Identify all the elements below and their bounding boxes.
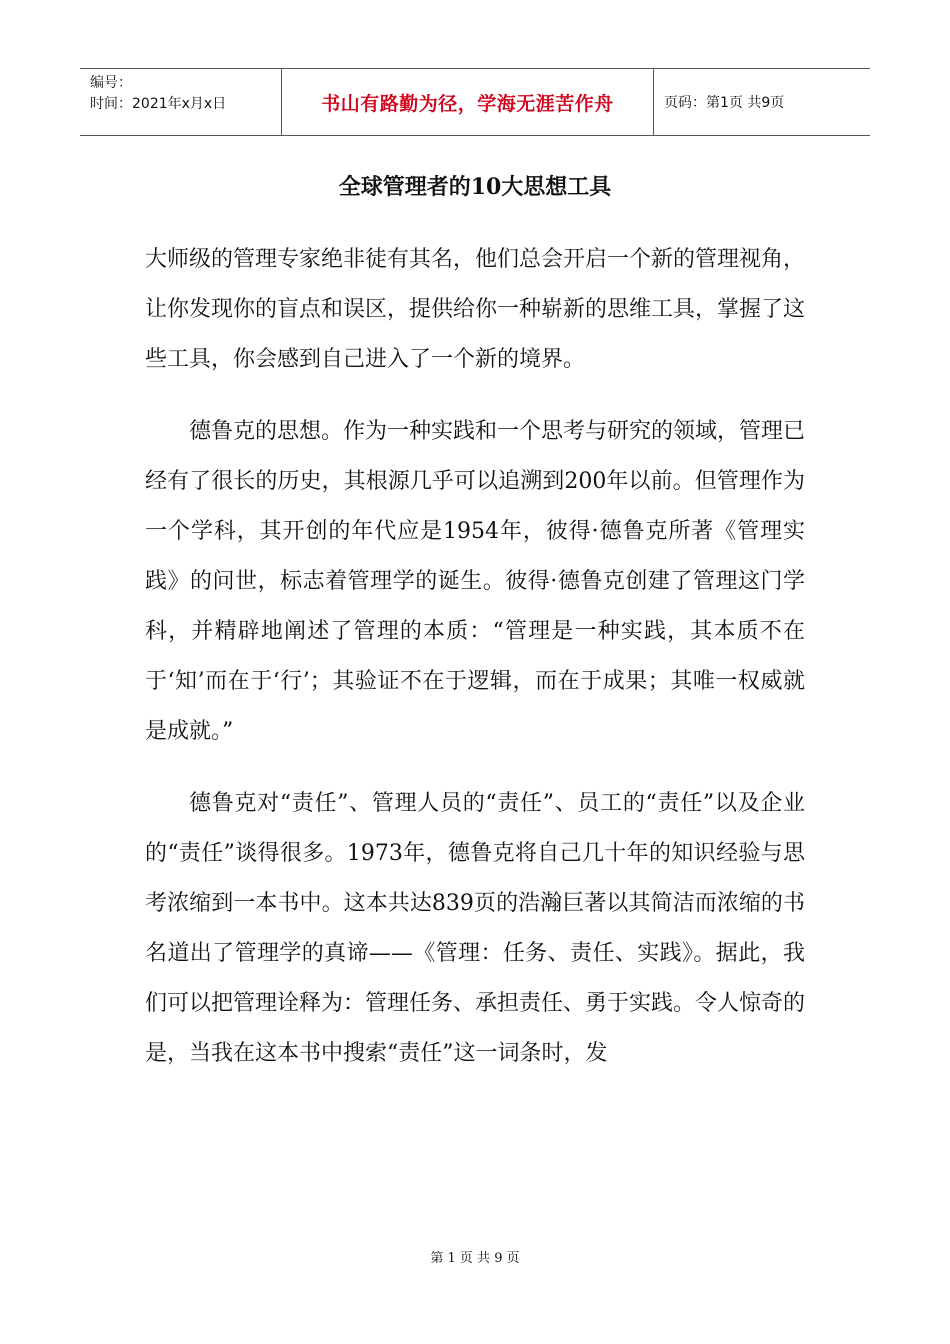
number-label: 编号： xyxy=(90,75,132,91)
document-body xyxy=(145,235,805,1101)
paragraph-drucker-responsibility: 德鲁克对“责任”、管理人员的“责任”、员工的“责任”以及企业的“责任”谈得很多。1973年，德鲁克将自己几十年的知识经验与思考浓缩到一本书中。这本共达839页的浩瀚巨著以其简洁而浓缩的书名道出了管理学的真谛——《管理：任务、责任、实践》。据此，我们可以把管理诠释为：管理任务、承担责任、勇于实践。令人惊奇的是，当我在这本书中搜索“责任”这一词条时，发 xyxy=(145,791,806,1066)
header-table xyxy=(80,68,870,136)
document-title: 全球管理者的10大思想工具 xyxy=(338,174,612,200)
header-motto: 书山有路勤为径，学海无涯苦作舟 xyxy=(282,69,654,135)
page-footer: 第 1 页 共 9 页 xyxy=(430,1251,520,1266)
paragraph-intro: 大师级的管理专家绝非徒有其名，他们总会开启一个新的管理视角，让你发现你的盲点和误区，提供给你一种崭新的思维工具，掌握了这些工具，你会感到自己进入了一个新的境界。 xyxy=(145,247,806,372)
date-label: 时间：2021年x月x日 xyxy=(90,96,227,112)
paragraph-drucker-thought: 德鲁克的思想。作为一种实践和一个思考与研究的领域，管理已经有了很长的历史，其根源几乎可以追溯到200年以前。但管理作为一个学科，其开创的年代应是1954年，彼得·德鲁克所著《管理实践》的问世，标志着管理学的诞生。彼得·德鲁克创建了管理这门学科，并精辟地阐述了管理的本质：“管理是一种实践，其本质不在于‘知’而在于‘行’；其验证不在于逻辑，而在于成果；其唯一权威就是成就。” xyxy=(145,419,806,744)
header-left-cell xyxy=(80,69,282,135)
header-page-info: 页码：第1页 共9页 xyxy=(664,95,785,111)
